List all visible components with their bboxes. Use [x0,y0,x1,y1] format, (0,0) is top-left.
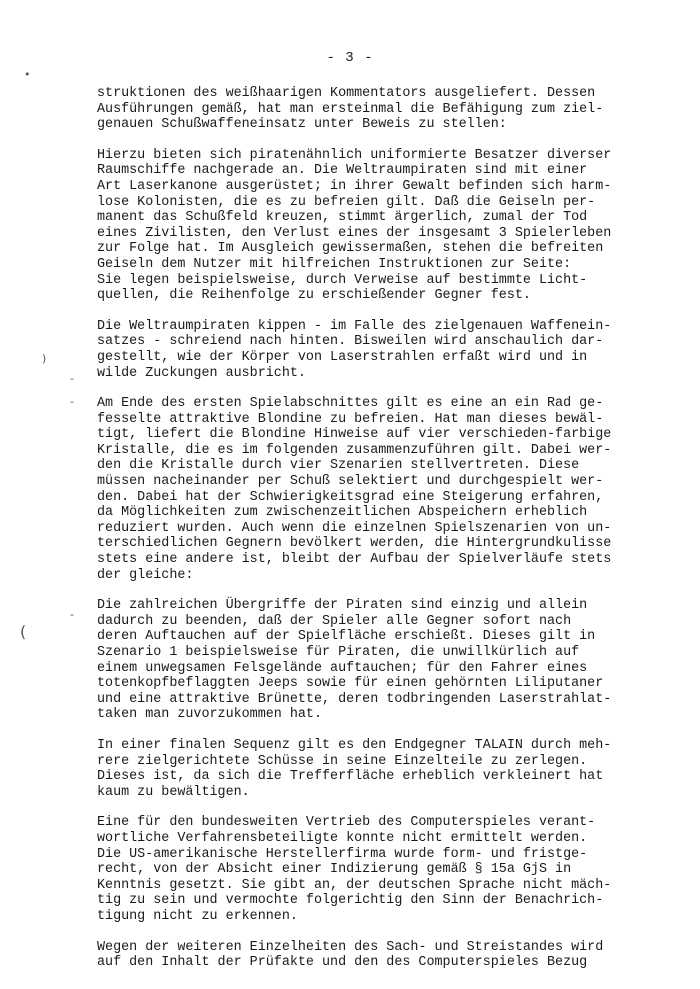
text-line: satzes - schreiend nach hinten. Bisweilen wird anschaulich dar- [97,334,604,350]
text-line: kaum zu bewältigen. [97,784,250,800]
text-line: Hierzu bieten sich piratenähnlich uniformierte Besatzer diverser [97,147,612,163]
text-line: und eine attraktive Brünette, deren todbringenden Laserstrahlat- [97,691,612,707]
text-line: Eine für den bundesweiten Vertrieb des Computerspieles verant- [97,815,596,831]
document-body [97,86,617,986]
scan-mark: ( [20,622,27,641]
text-line: Am Ende des ersten Spielabschnittes gilt es eine an ein Rad ge- [97,396,604,412]
text-line: Die US-amerikanische Herstellerfirma wurde form- und fristge- [97,846,588,862]
text-line: eines Zivilisten, den Verlust eines der insgesamt 3 Spielerleben [97,225,612,241]
scan-mark: ) [42,352,47,365]
text-line: Kenntnis gesetzt. Sie gibt an, der deutschen Sprache nicht mäch- [97,877,612,893]
text-line: rere zielgerichtete Schüsse in seine Einzelteile zu zerlegen. [97,753,588,769]
text-line: müssen nacheinander per Schuß selektiert und durchgespielt wer- [97,474,604,490]
text-line: Szenario 1 beispielsweise für Piraten, die unwillkürlich auf [97,645,580,660]
scan-mark: • [24,68,31,81]
text-line: Ausführungen gemäß, hat man ersteinmal die Befähigung zum ziel- [97,101,604,117]
paragraph [97,815,617,924]
text-line: wortliche Verfahrensbeteiligte konnte nicht ermittelt werden. [97,830,588,846]
text-line: Geiseln dem Nutzer mit hilfreichen Instruktionen zur Seite: [97,256,572,272]
text-line: Die zahlreichen Übergriffe der Piraten sind einzig und allein [97,598,588,614]
text-line: der gleiche: [97,567,194,583]
scan-mark: - [70,608,74,621]
text-line: deren Auftauchen auf der Spielfläche erschießt. Dieses gilt in [97,629,596,645]
text-line: Dieses ist, da sich die Trefferfläche erheblich verkleinert hat [97,769,604,785]
text-line: Art Laserkanone ausgerüstet; in ihrer Gewalt befinden sich harm- [97,178,612,194]
text-line: Sie legen beispielsweise, durch Verweise auf bestimmte Licht- [97,272,588,288]
text-line: tig zu sein und vermochte folgerichtig den Sinn der Benachrich- [97,893,604,909]
text-line: auf den Inhalt der Prüfakte und den des Computerspieles Bezug [97,955,588,971]
text-line: zur Folge hat. Im Ausgleich gewissermaßen, stehen die befreiten [97,241,604,257]
text-line: einem unwegsamen Felsgelände auftauchen; für den Fahrer eines [97,660,588,676]
paragraph [97,396,617,583]
text-line: den die Kristalle durch vier Szenarien stellvertreten. Diese [97,458,580,474]
text-line: reduziert wurden. Auch wenn die einzelnen Spielszenarien von un- [97,520,612,536]
text-line: manent das Schußfeld kreuzen, stimmt ärgerlich, zumal der Tod [97,210,588,226]
text-line: Raumschiffe nachgerade an. Die Weltraumpiraten sind mit einer [97,163,588,179]
text-line: fesselte attraktive Blondine zu befreien. Hat man dieses bewäl- [97,411,604,427]
text-line: gestellt, wie der Körper von Laserstrahlen erfaßt wird und in [97,349,588,365]
paragraph [97,598,617,723]
paragraph [97,940,617,971]
text-line: tigt, liefert die Blondine Hinweise auf vier verschieden-farbige [97,427,612,443]
paragraph [97,148,617,304]
text-line: recht, von der Absicht einer Indizierung gemäß § 15a GjS in [97,862,572,878]
text-line: wilde Zuckungen ausbricht. [97,365,306,381]
text-line: Kristalle, die es im folgenden zusammenzuführen gilt. Dabei wer- [97,442,612,458]
text-line: dadurch zu beenden, daß der Spieler alle Gegner sofort nach [97,613,572,629]
text-line: den. Dabei hat der Schwierigkeitsgrad eine Steigerung erfahren, [97,489,604,505]
text-line: Wegen der weiteren Einzelheiten des Sach- und Streistandes wird [97,939,604,955]
text-line: da Möglichkeiten zum zwischenzeitlichen Abspeichern erheblich [97,505,588,521]
page-number: - 3 - [326,50,374,66]
text-line: In einer finalen Sequenz gilt es den Endgegner TALAIN durch meh- [97,737,612,753]
paragraph [97,738,617,800]
scan-mark: - [70,372,74,385]
text-line: terschiedlichen Gegnern bevölkert werden, die Hintergrundkulisse [97,536,612,552]
text-line: stets eine andere ist, bleibt der Aufbau der Spielverläufe stets [97,552,612,568]
text-line: genauen Schußwaffeneinsatz unter Beweis zu stellen: [97,117,507,133]
text-line: struktionen des weißhaarigen Kommentators ausgeliefert. Dessen [97,86,596,101]
paragraph [97,86,617,133]
text-line: lose Kolonisten, die es zu befreien gilt. Daß die Geiseln per- [97,194,596,210]
text-line: quellen, die Reihenfolge zu erschießender Gegner fest. [97,288,531,304]
text-line: taken man zuvorzukommen hat. [97,707,322,723]
text-line: tigung nicht zu erkennen. [97,908,298,924]
scan-mark: - [70,395,74,408]
paragraph [97,319,617,381]
text-line: totenkopfbeflaggten Jeeps sowie für einen gehörnten Liliputaner [97,676,604,692]
text-line: Die Weltraumpiraten kippen - im Falle des zielgenauen Waffenein- [97,318,612,334]
